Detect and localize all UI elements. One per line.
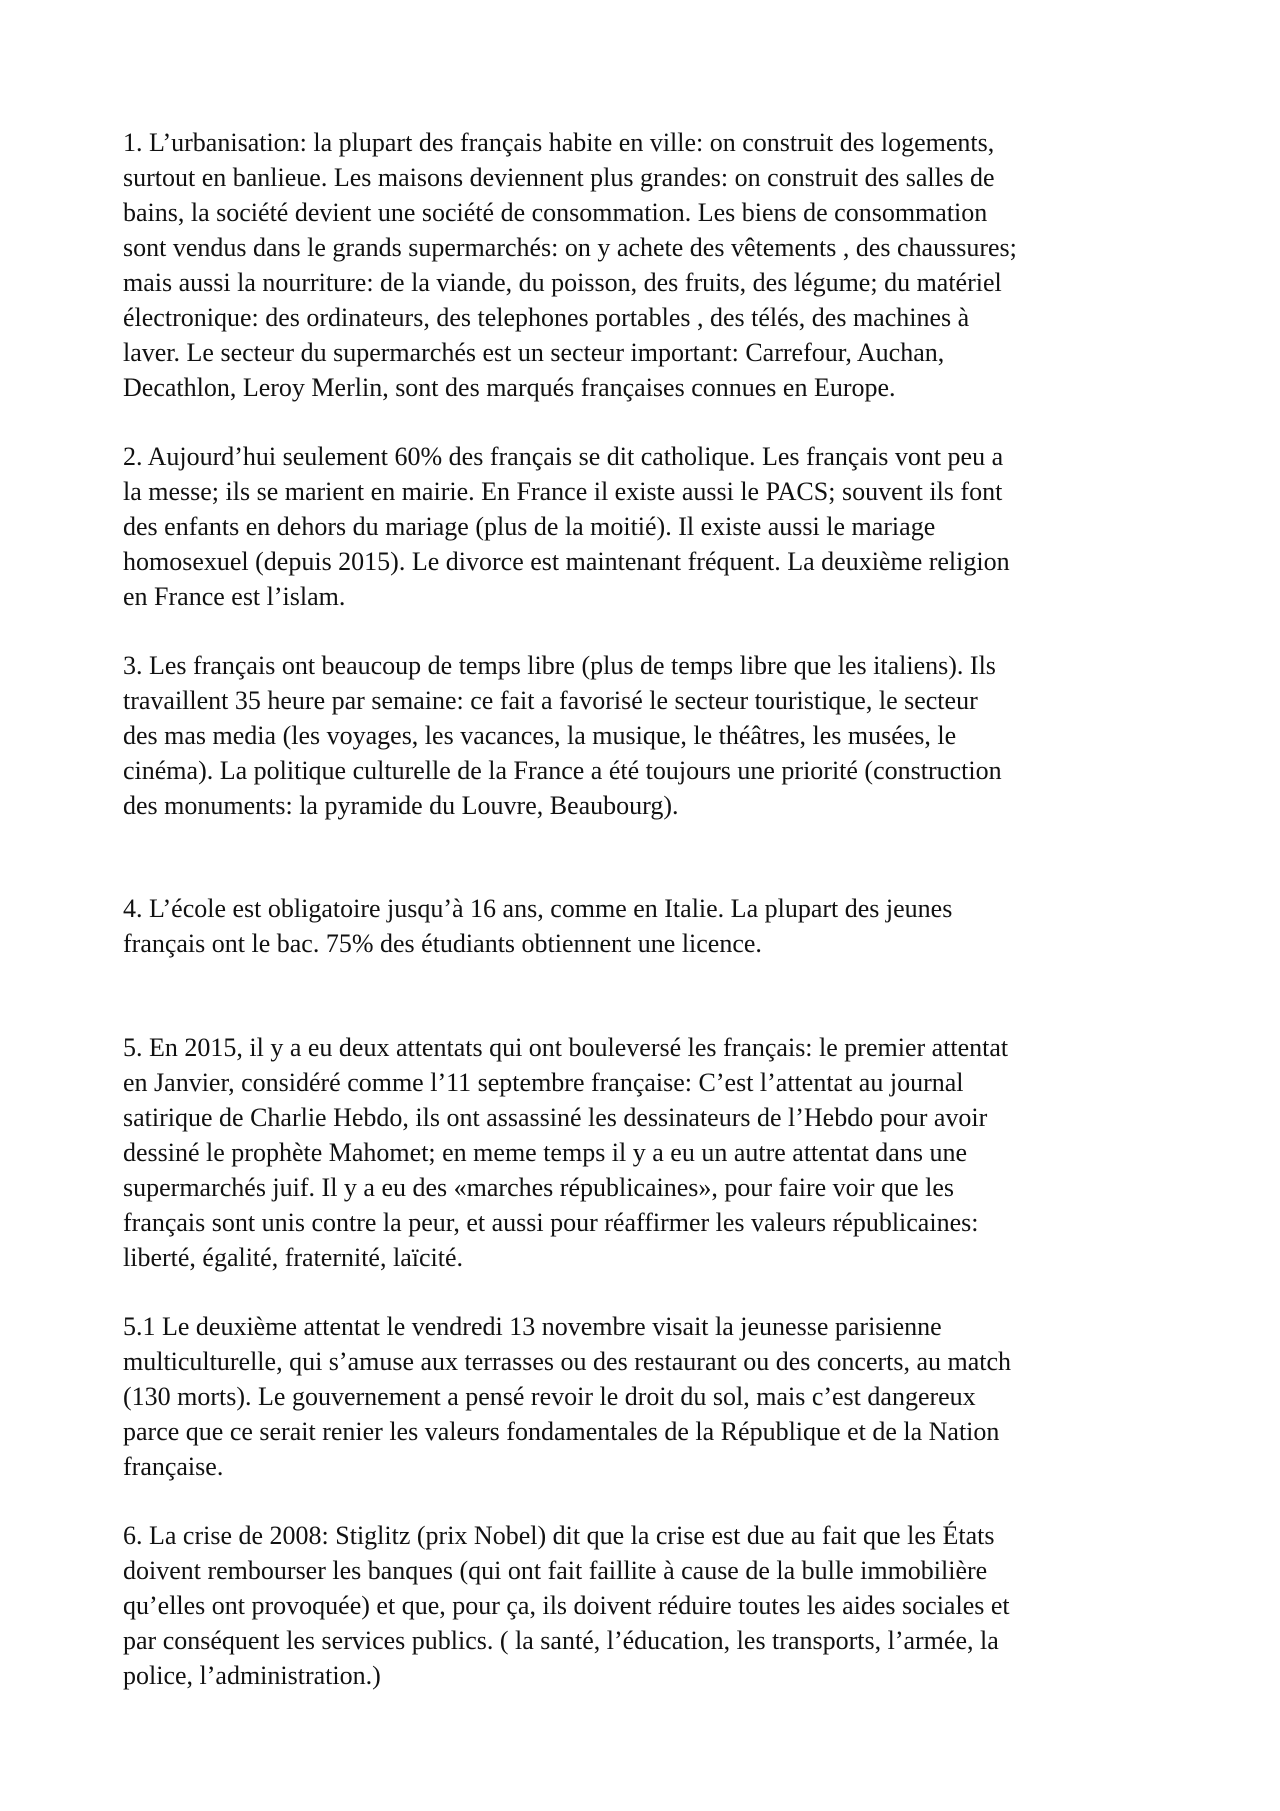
paragraph-line: électronique: des ordinateurs, des telephones portables , des télés, des machines à (123, 303, 970, 332)
paragraph-line: 1. L’urbanisation: la plupart des français habite en ville: on construit des logements, (123, 128, 995, 157)
paragraph-line: sont vendus dans le grands supermarchés: on y achete des vêtements , des chaussures; (123, 233, 1017, 262)
paragraph-line: mais aussi la nourriture: de la viande, du poisson, des fruits, des légume; du matériel (123, 268, 1002, 297)
paragraph-line: 5.1 Le deuxième attentat le vendredi 13 novembre visait la jeunesse parisienne (123, 1312, 942, 1341)
paragraph-line: travaillent 35 heure par semaine: ce fait a favorisé le secteur touristique, le secteur (123, 686, 978, 715)
paragraph-line: 3. Les français ont beaucoup de temps libre (plus de temps libre que les italiens). Ils (123, 651, 996, 680)
paragraph-line: 5. En 2015, il y a eu deux attentats qui ont bouleversé les français: le premier attentat (123, 1033, 1009, 1062)
paragraph-line: supermarchés juif. Il y a eu des «marches républicaines», pour faire voir que les (123, 1173, 954, 1202)
paragraph-line: dessiné le prophète Mahomet; en meme temps il y a eu un autre attentat dans une (123, 1138, 968, 1167)
paragraph-line: 6. La crise de 2008: Stiglitz (prix Nobel) dit que la crise est due au fait que les États (123, 1521, 995, 1550)
paragraph-line: homosexuel (depuis 2015). Le divorce est maintenant fréquent. La deuxième religion (123, 547, 1010, 576)
paragraph-line: Decathlon, Leroy Merlin, sont des marqués françaises connues en Europe. (123, 373, 896, 402)
paragraph-line: des enfants en dehors du mariage (plus de la moitié). Il existe aussi le mariage (123, 512, 936, 541)
paragraph-line: qu’elles ont provoquée) et que, pour ça, ils doivent réduire toutes les aides sociales et (123, 1591, 1010, 1620)
paragraph-line: multiculturelle, qui s’amuse aux terrasses ou des restaurant ou des concerts, au match (123, 1347, 1012, 1376)
paragraph-line: 4. L’école est obligatoire jusqu’à 16 ans, comme en Italie. La plupart des jeunes (123, 894, 953, 923)
paragraph-line: des mas media (les voyages, les vacances, la musique, le théâtres, les musées, le (123, 721, 957, 750)
paragraph-line: française. (123, 1452, 224, 1481)
paragraph-line: en Janvier, considéré comme l’11 septembre française: C’est l’attentat au journal (123, 1068, 964, 1097)
paragraph-line: bains, la société devient une société de consommation. Les biens de consommation (123, 198, 988, 227)
paragraph-line: français ont le bac. 75% des étudiants obtiennent une licence. (123, 929, 762, 958)
paragraph-line: français sont unis contre la peur, et aussi pour réaffirmer les valeurs républicaines: (123, 1208, 979, 1237)
paragraph-line: en France est l’islam. (123, 582, 346, 611)
paragraph-line: 2. Aujourd’hui seulement 60% des français se dit catholique. Les français vont peu a (123, 442, 1004, 471)
paragraph-line: laver. Le secteur du supermarchés est un secteur important: Carrefour, Auchan, (123, 338, 945, 367)
paragraph-line: la messe; ils se marient en mairie. En France il existe aussi le PACS; souvent ils font (123, 477, 1003, 506)
paragraph-line: surtout en banlieue. Les maisons deviennent plus grandes: on construit des salles de (123, 163, 995, 192)
paragraph-line: liberté, égalité, fraternité, laïcité. (123, 1243, 463, 1272)
paragraph-line: police, l’administration.) (123, 1661, 381, 1690)
paragraph-line: (130 morts). Le gouvernement a pensé revoir le droit du sol, mais c’est dangereux (123, 1382, 976, 1411)
paragraph-line: satirique de Charlie Hebdo, ils ont assassiné les dessinateurs de l’Hebdo pour avoir (123, 1103, 988, 1132)
paragraph-line: cinéma). La politique culturelle de la France a été toujours une priorité (construction (123, 756, 1002, 785)
paragraph-line: par conséquent les services publics. ( la santé, l’éducation, les transports, l’armée, la (123, 1626, 999, 1655)
paragraph-line: des monuments: la pyramide du Louvre, Beaubourg). (123, 791, 679, 820)
paragraph-line: parce que ce serait renier les valeurs fondamentales de la République et de la Nation (123, 1417, 1000, 1446)
paragraph-line: doivent rembourser les banques (qui ont fait faillite à cause de la bulle immobilière (123, 1556, 988, 1585)
